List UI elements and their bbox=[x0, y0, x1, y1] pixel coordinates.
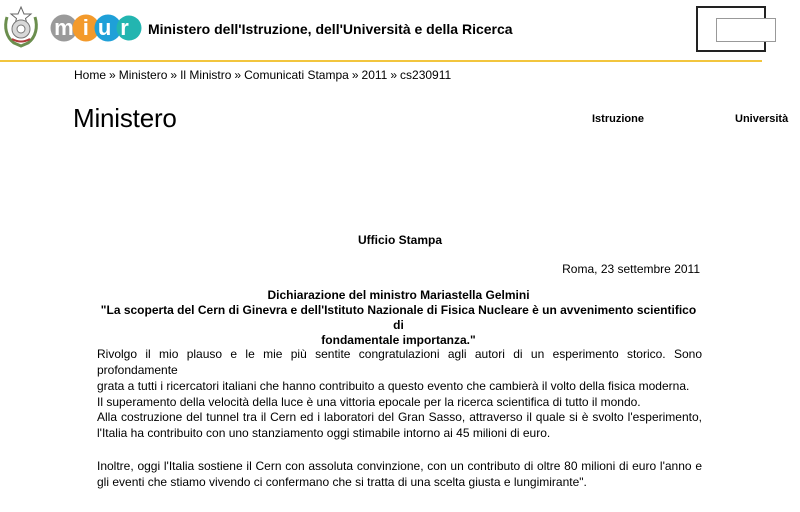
paragraph-1-line-2: grata a tutti i ricercatori italiani che hanno contribuito a questo evento che cambierà il volto della fisica moderna. bbox=[97, 379, 690, 393]
breadcrumb-separator: » bbox=[109, 68, 116, 82]
declaration-title bbox=[97, 288, 700, 348]
paragraph-1-line-1: Rivolgo il mio plauso e le mie più sentite congratulazioni agli autori di un esperimento storico. Sono profondamente bbox=[97, 347, 702, 377]
press-release-date: Roma, 23 settembre 2011 bbox=[562, 262, 700, 276]
nav-item-istruzione[interactable]: Istruzione bbox=[592, 113, 644, 125]
quote-line-1: "La scoperta del Cern di Ginevra e dell'Istituto Nazionale di Fisica Nucleare è un avvenimento scientifico di bbox=[100, 303, 697, 332]
italian-republic-emblem-icon[interactable] bbox=[2, 3, 40, 47]
breadcrumb-home-link[interactable]: Home bbox=[74, 68, 107, 82]
paragraph-3-line-2: gli eventi che stiamo vivendo ci confermano che si tratta di una scelta giusta e lungimirante". bbox=[97, 475, 587, 489]
breadcrumb-2011-link[interactable]: 2011 bbox=[361, 68, 388, 82]
site-header bbox=[0, 0, 762, 62]
search-input[interactable] bbox=[716, 18, 776, 42]
paragraph-2-line-2: l'Italia ha contribuito con uno stanziamento oggi stimabile intorno ai 45 milioni di euro. bbox=[97, 426, 551, 440]
declaration-heading: Dichiarazione del ministro Mariastella Gelmini bbox=[267, 288, 530, 302]
logo-text: miur bbox=[54, 15, 138, 40]
breadcrumb-separator: » bbox=[234, 68, 242, 82]
paragraph-3 bbox=[97, 458, 702, 490]
paragraph-2-line-1: Alla costruzione del tunnel tra il Cern ed i laboratori del Gran Sasso, attraverso il quale si è svolto l'esperimento, bbox=[97, 410, 702, 424]
miur-logo[interactable] bbox=[50, 13, 142, 43]
breadcrumb-separator: » bbox=[170, 68, 178, 82]
breadcrumb-ministero-link[interactable]: Ministero bbox=[118, 68, 168, 82]
quote-line-2: fondamentale importanza." bbox=[321, 333, 476, 347]
breadcrumb-separator: » bbox=[390, 68, 398, 82]
breadcrumb bbox=[74, 68, 451, 82]
press-office-label: Ufficio Stampa bbox=[357, 233, 442, 247]
paragraph-2 bbox=[97, 409, 702, 441]
page-title: Ministero bbox=[73, 103, 177, 133]
site-title: Ministero dell'Istruzione, dell'Università e della Ricerca bbox=[148, 21, 513, 37]
breadcrumb-current-page: cs230911 bbox=[400, 68, 452, 82]
paragraph-3-line-1: Inoltre, oggi l'Italia sostiene il Cern con assoluta convinzione, con un contributo di oltre 80 milioni di euro l'anno e bbox=[97, 459, 702, 473]
nav-item-universita[interactable]: Università bbox=[735, 113, 789, 125]
breadcrumb-comunicati-stampa-link[interactable]: Comunicati Stampa bbox=[244, 68, 349, 82]
paragraph-1-line-3: Il superamento della velocità della luce è una vittoria epocale per la ricerca scientifica di tutto il mondo. bbox=[97, 395, 641, 409]
breadcrumb-il-ministro-link[interactable]: Il Ministro bbox=[180, 68, 232, 82]
paragraph-1 bbox=[97, 346, 702, 410]
breadcrumb-separator: » bbox=[351, 68, 359, 82]
